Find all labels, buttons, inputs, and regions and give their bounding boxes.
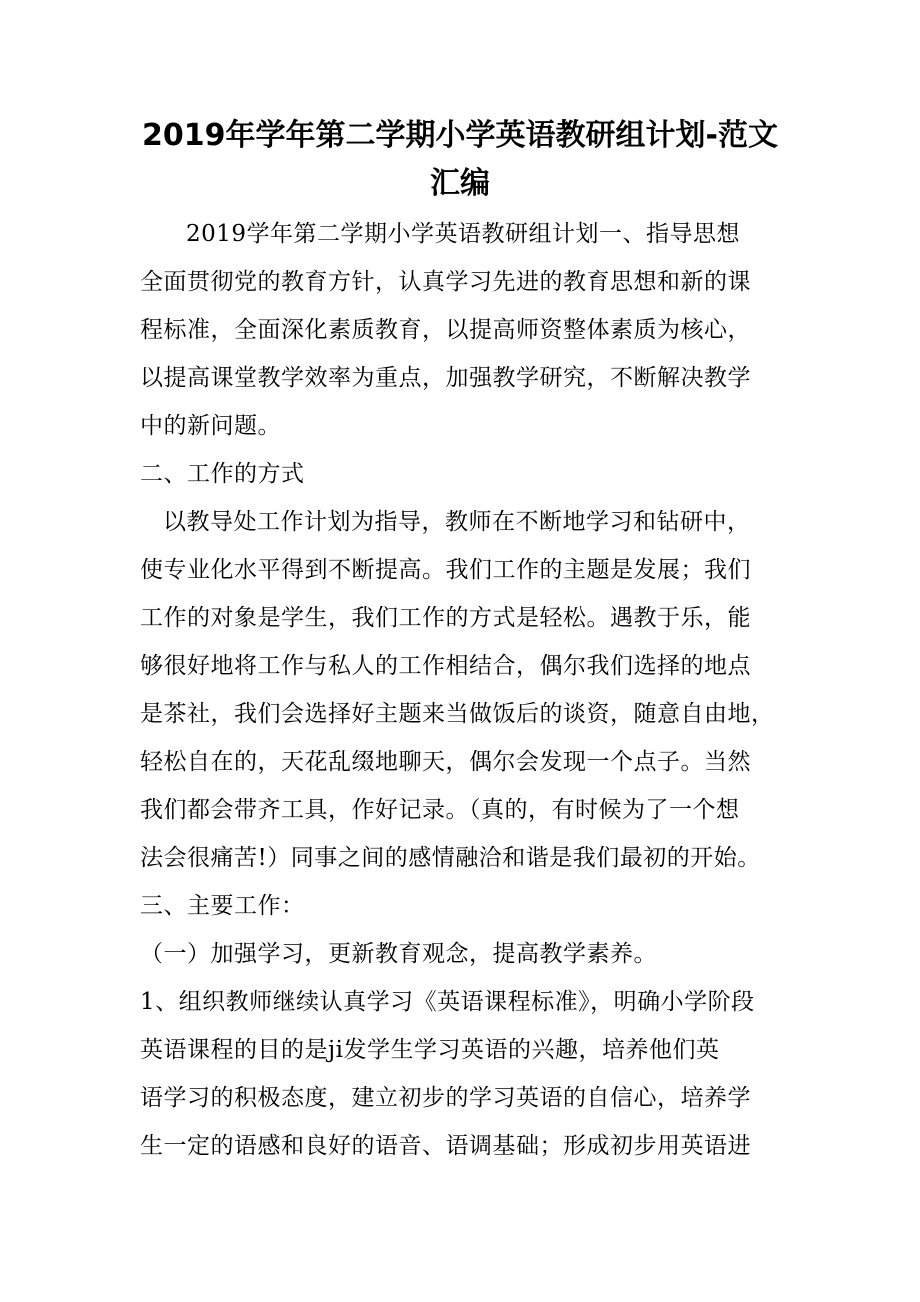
paragraph-line: 够很好地将工作与私人的工作相结合，偶尔我们选择的地点	[140, 653, 751, 679]
paragraph-line: 以提高课堂教学效率为重点，加强教学研究，不断解决教学	[140, 365, 751, 391]
paragraph-line: 中的新问题。	[140, 413, 281, 439]
document-title-line-1: 2019年学年第二学期小学英语教研组计划-范文	[142, 118, 778, 153]
section-heading: 二、工作的方式	[140, 461, 305, 487]
paragraph-line: 是茶社，我们会选择好主题来当做饭后的谈资，随意自由地，	[140, 701, 775, 727]
paragraph-line: 法会很痛苦!）同事之间的感情融洽和谐是我们最初的开始。	[140, 845, 761, 871]
paragraph-line: 我们都会带齐工具，作好记录。（真的，有时候为了一个想	[140, 797, 740, 823]
paragraph-line: 生一定的语感和良好的语音、语调基础；形成初步用英语进	[140, 1133, 751, 1159]
paragraph-line: 使专业化水平得到不断提高。我们工作的主题是发展；我们	[140, 557, 751, 583]
paragraph-line: 1、组织教师继续认真学习《英语课程标准》，明确小学阶段	[140, 989, 755, 1015]
section-heading: 三、主要工作：	[140, 893, 305, 919]
paragraph-line: 语学习的积极态度，建立初步的学习英语的自信心，培养学	[140, 1085, 751, 1111]
paragraph-line: 工作的对象是学生，我们工作的方式是轻松。遇教于乐，能	[140, 605, 751, 631]
paragraph-line: 轻松自在的，天花乱缀地聊天，偶尔会发现一个点子。当然	[140, 749, 751, 775]
paragraph-line: 英语课程的目的是ji发学生学习英语的兴趣，培养他们英	[140, 1037, 720, 1063]
paragraph-line: 2019学年第二学期小学英语教研组计划一、指导思想	[186, 221, 741, 247]
paragraph-line: 程标准，全面深化素质教育，以提高师资整体素质为核心，	[140, 317, 751, 343]
paragraph-line: 全面贯彻党的教育方针，认真学习先进的教育思想和新的课	[140, 269, 751, 295]
subsection-heading: （一）加强学习，更新教育观念，提高教学素养。	[140, 941, 657, 967]
paragraph-line: 以教导处工作计划为指导，教师在不断地学习和钻研中，	[163, 509, 751, 535]
document-title-line-2: 汇编	[430, 166, 490, 201]
